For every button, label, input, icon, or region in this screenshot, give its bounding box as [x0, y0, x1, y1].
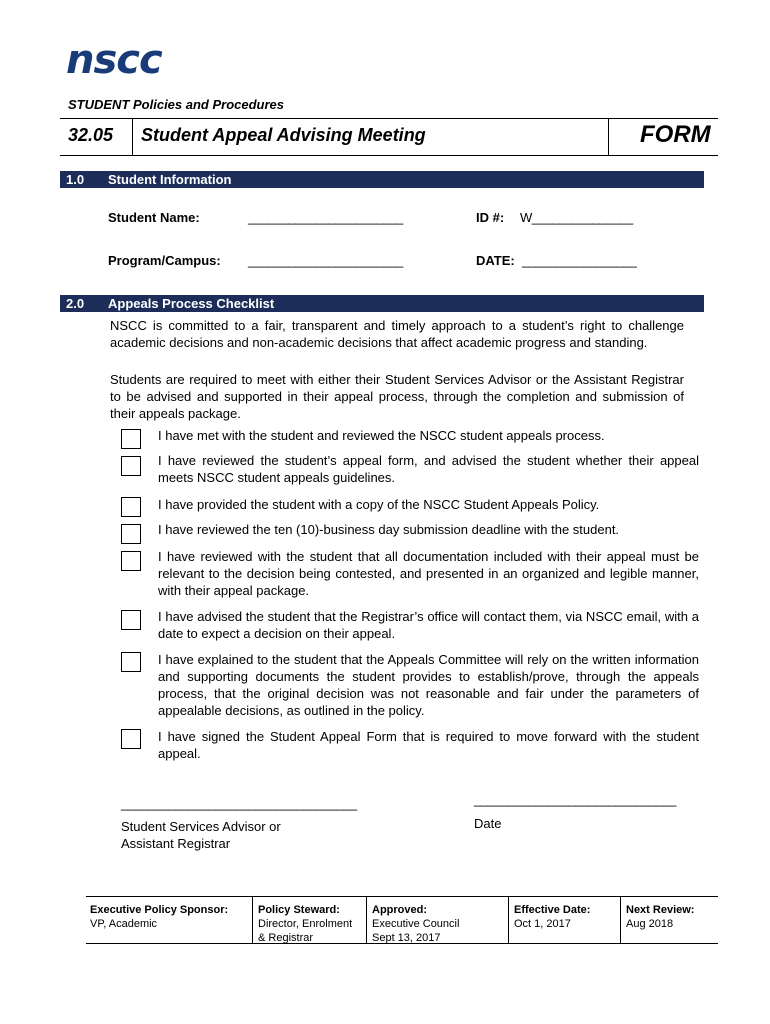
footer-label: Next Review: [626, 904, 695, 916]
footer-value: Director, Enrolment [258, 918, 353, 930]
student-id-field[interactable]: W_______________ [520, 210, 633, 225]
footer-divider [508, 897, 509, 943]
footer-divider [620, 897, 621, 943]
footer-value: & Registrar [258, 932, 314, 944]
intro-paragraph: Students are required to meet with either their Student Services Advisor or the Assistant Registrar to be advised and supported in their appeal process, through the completion and submission of their appeals package. [110, 372, 684, 421]
footer-divider [252, 897, 253, 943]
checklist-checkbox[interactable] [121, 497, 141, 517]
footer-cell-steward [254, 897, 368, 943]
checklist-checkbox[interactable] [121, 524, 141, 544]
title-divider [132, 119, 133, 155]
footer-cell-approved [368, 897, 508, 943]
document-subtitle: STUDENT Policies and Procedures [68, 97, 285, 112]
title-divider [608, 119, 609, 155]
footer-divider [366, 897, 367, 943]
checklist-item-text: I have provided the student with a copy of the NSCC Student Appeals Policy. [158, 497, 600, 512]
footer-value: Aug 2018 [626, 918, 674, 930]
date-label: DATE: [476, 253, 515, 268]
policy-footer-table [86, 896, 718, 944]
section-number: 1.0 [66, 172, 85, 187]
student-name-label: Student Name: [108, 210, 200, 225]
checklist-checkbox[interactable] [121, 610, 141, 630]
footer-label: Policy Steward: [258, 904, 340, 916]
policy-title: Student Appeal Advising Meeting [141, 125, 426, 145]
title-row [60, 118, 718, 156]
footer-label: Executive Policy Sponsor: [90, 904, 229, 916]
checklist-item-text: I have reviewed the student’s appeal form, and advised the student whether their appeal meets NSCC student appeals guidelines. [158, 453, 699, 485]
section-title: Student Information [108, 172, 232, 187]
checklist-checkbox[interactable] [121, 429, 141, 449]
policy-number: 32.05 [68, 125, 114, 145]
checklist-checkbox[interactable] [121, 551, 141, 571]
advisor-signature-line[interactable]: ___________________________________ [121, 796, 357, 811]
date-field[interactable]: _________________ [522, 253, 637, 268]
date-signature-label: Date [474, 816, 502, 831]
checklist-checkbox[interactable] [121, 456, 141, 476]
date-signature-line[interactable]: ______________________________ [474, 792, 676, 807]
nscc-logo: nscc [66, 37, 162, 83]
footer-value: Executive Council [372, 918, 460, 930]
checklist-checkbox[interactable] [121, 729, 141, 749]
footer-value: Oct 1, 2017 [514, 918, 571, 930]
section-number: 2.0 [66, 296, 85, 311]
footer-value: VP, Academic [90, 918, 158, 930]
footer-label: Approved: [372, 904, 427, 916]
footer-cell-review [622, 897, 718, 943]
checklist-item-text: I have explained to the student that the Appeals Committee will rely on the written information and supporting documents the student provides to establish/prove, through the appeals process, that the original decision was not reasonable and fair under the parameters of appealable decisions, as outlined in the policy. [158, 652, 699, 718]
form-label: FORM [640, 121, 711, 148]
section-title: Appeals Process Checklist [108, 296, 275, 311]
footer-cell-sponsor [86, 897, 252, 943]
checklist-checkbox[interactable] [121, 652, 141, 672]
footer-label: Effective Date: [514, 904, 591, 916]
checklist-item-text: I have advised the student that the Registrar’s office will contact them, via NSCC email, with a date to expect a decision on their appeal. [158, 609, 699, 641]
section-header-student-information [60, 171, 704, 188]
checklist-item-text: I have reviewed with the student that all documentation included with their appeal must be relevant to the decision being contested, and presented in an organized and legible manner, with their appeal package. [158, 549, 699, 598]
footer-value: Sept 13, 2017 [372, 932, 441, 944]
intro-paragraph: NSCC is committed to a fair, transparent and timely approach to a student’s right to challenge academic decisions and non-academic decisions that affect academic progress and standing. [110, 318, 684, 350]
checklist-item-text: I have met with the student and reviewed the NSCC student appeals process. [158, 428, 605, 443]
checklist-item-text: I have signed the Student Appeal Form that is required to move forward with the student appeal. [158, 729, 699, 761]
checklist-item-text: I have reviewed the ten (10)-business day submission deadline with the student. [158, 522, 620, 537]
program-campus-field[interactable]: _______________________ [248, 253, 403, 268]
advisor-signature-label: Assistant Registrar [121, 836, 231, 851]
student-name-field[interactable]: _______________________ [248, 210, 403, 225]
section-header-appeals-checklist [60, 295, 704, 312]
advisor-signature-label: Student Services Advisor or [121, 819, 281, 834]
footer-cell-effective [510, 897, 620, 943]
student-id-label: ID #: [476, 210, 505, 225]
program-campus-label: Program/Campus: [108, 253, 221, 268]
